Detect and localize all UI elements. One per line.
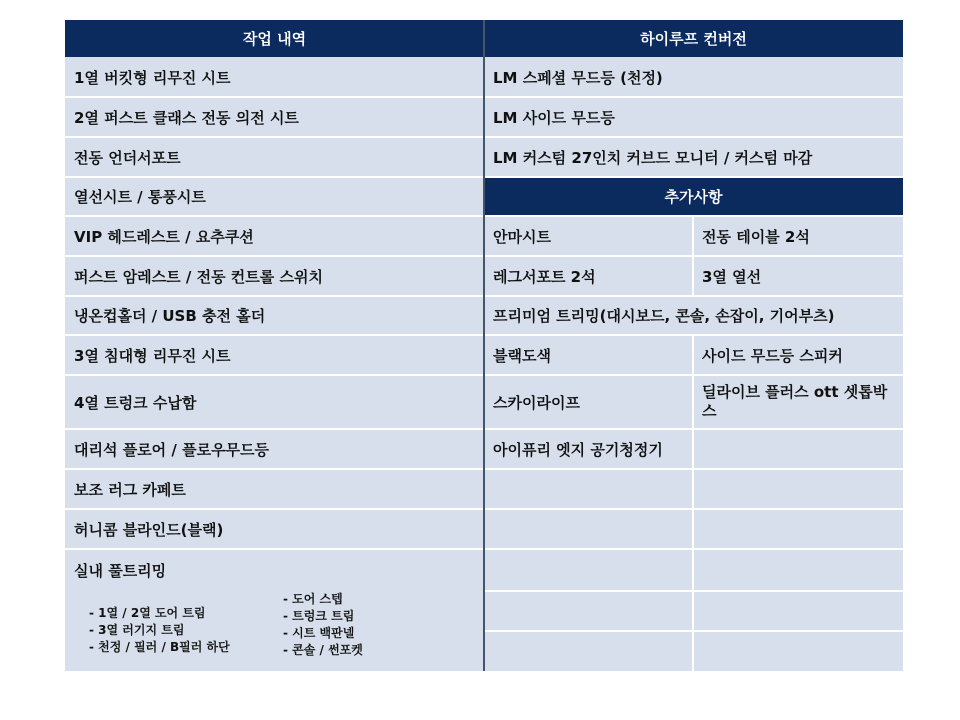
left-row: 실내 풀트리밍 [74, 562, 167, 580]
left-row: 퍼스트 암레스트 / 전동 컨트롤 스위치 [74, 267, 323, 286]
left-row: 열선시트 / 통풍시트 [74, 188, 206, 206]
right-header: 하이루프 컨버전 [484, 20, 903, 57]
trim-item: - 3열 러기지 트림 [89, 623, 185, 637]
trim-item: - 천정 / 필러 / B필러 하단 [89, 640, 230, 654]
left-row: 대리석 플로어 / 플로우무드등 [74, 440, 270, 459]
addon-item: 전동 테이블 2석 [702, 227, 810, 246]
left-row: 허니콤 블라인드(블랙) [74, 520, 224, 539]
trim-list-2 [283, 591, 363, 659]
left-row: VIP 헤드레스트 / 요추쿠션 [74, 227, 254, 246]
trim-item: - 트렁크 트림 [283, 609, 355, 623]
addon-item: 사이드 무드등 스피커 [702, 346, 843, 365]
right-row: LM 스페셜 무드등 (천정) [493, 68, 663, 87]
left-header: 작업 내역 [65, 20, 484, 57]
addon-item: 딜라이브 플러스 ott 셋톱박스 [702, 383, 888, 420]
addon-item: 프리미엄 트리밍(대시보드, 콘솔, 손잡이, 기어부츠) [493, 307, 835, 325]
trim-item: - 1열 / 2열 도어 트림 [89, 606, 206, 620]
addon-item: 안마시트 [493, 227, 551, 246]
addon-item: 블랙도색 [493, 346, 551, 365]
addon-item: 레그서포트 2석 [493, 267, 596, 286]
left-row: 2열 퍼스트 클래스 전동 의전 시트 [74, 108, 299, 127]
trim-item: - 콘솔 / 썬포켓 [283, 643, 363, 657]
left-row: 1열 버킷형 리무진 시트 [74, 68, 231, 87]
trim-item: - 시트 백판넬 [283, 626, 355, 640]
addon-item: 스카이라이프 [493, 393, 580, 412]
addon-item: 아이퓨리 엣지 공기청정기 [493, 440, 663, 459]
left-row: 보조 러그 카페트 [74, 480, 186, 499]
left-row: 전동 언더서포트 [74, 148, 181, 167]
right-row: LM 사이드 무드등 [493, 108, 615, 127]
right-row: LM 커스텀 27인치 커브드 모니터 / 커스텀 마감 [493, 148, 813, 167]
left-row: 4열 트렁크 수납함 [74, 393, 197, 412]
trim-list-1 [89, 605, 230, 656]
addon-item: 3열 열선 [702, 267, 762, 286]
work-details-table [65, 20, 903, 671]
left-row: 3열 침대형 리무진 시트 [74, 346, 231, 365]
trim-item: - 도어 스텝 [283, 592, 343, 606]
left-row: 냉온컵홀더 / USB 충전 홀더 [74, 307, 266, 325]
addons-header: 추가사항 [484, 177, 903, 216]
